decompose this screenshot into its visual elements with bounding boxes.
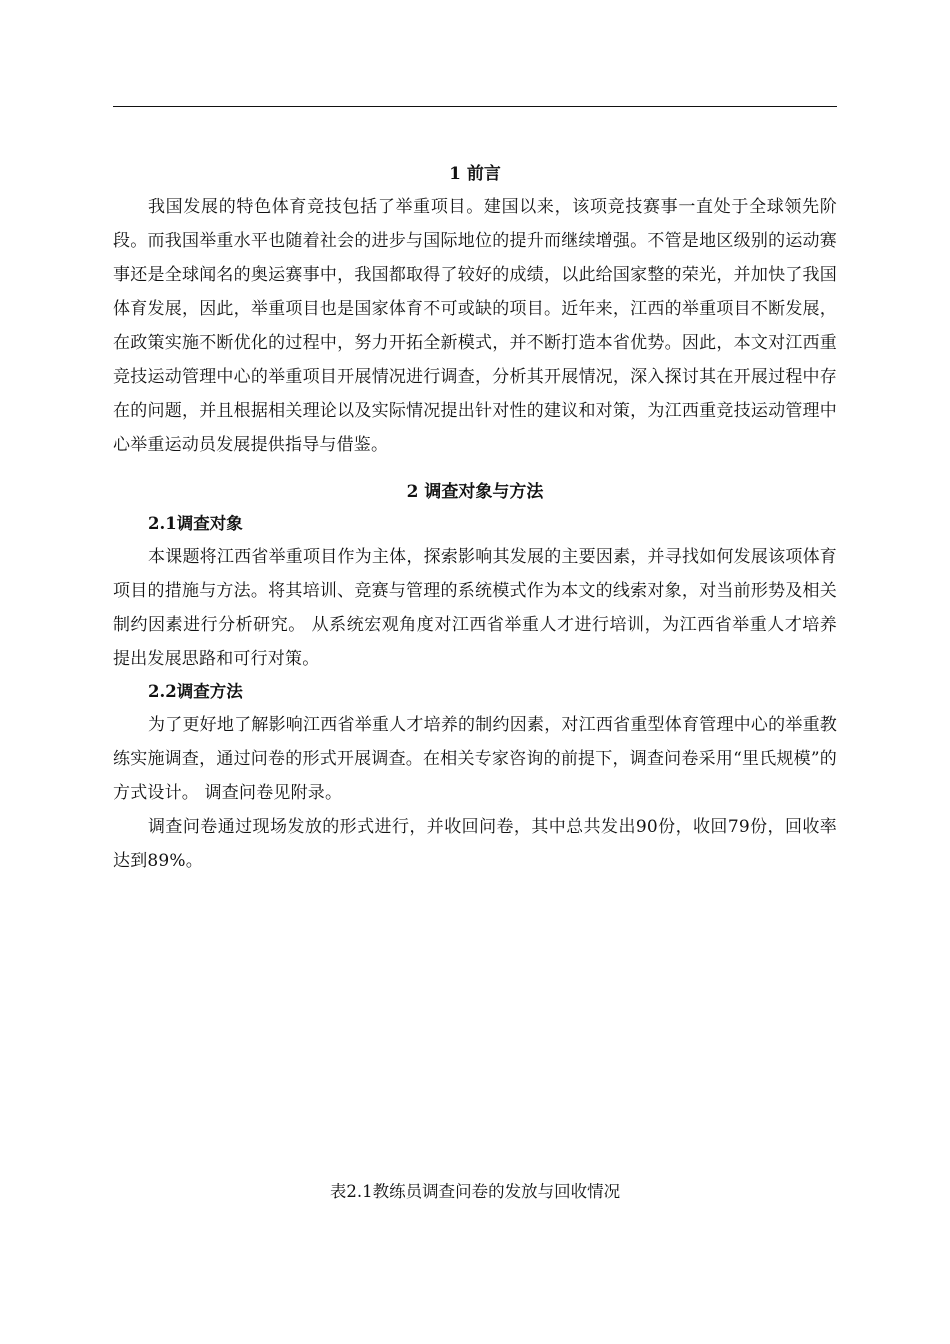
table-caption: 表2.1教练员调查问卷的发放与回收情况 — [329, 1182, 621, 1201]
method-paragraph-2: 调查问卷通过现场发放的形式进行，并收回问卷，其中总共发出90份，收回79份，回收率达到89%。 — [113, 817, 837, 871]
header-rule — [113, 106, 837, 107]
page-content — [113, 158, 837, 878]
section-gap — [113, 462, 837, 476]
subsection-title-method: 2.2调查方法 — [148, 682, 243, 701]
subject-paragraph: 本课题将江西省举重项目作为主体，探索影响其发展的主要因素，并寻找如何发展该项体育项目的措施与方法。将其培训、竞赛与管理的系统模式作为本文的线索对象，对当前形势及相关制约因素进行分析研究。 从系统宏观角度对江西省举重人才进行培训，为江西省举重人才培养提出发展思路和可行对策。 — [113, 547, 837, 669]
intro-paragraph: 我国发展的特色体育竞技包括了举重项目。建国以来，该项竞技赛事一直处于全球领先阶段。而我国举重水平也随着社会的进步与国际地位的提升而继续增强。不管是地区级别的运动赛事还是全球闻名的奥运赛事中，我国都取得了较好的成绩，以此给国家整的荣光，并加快了我国体育发展，因此，举重项目也是国家体育不可或缺的项目。近年来，江西的举重项目不断发展，在政策实施不断优化的过程中，努力开拓全新模式，并不断打造本省优势。因此，本文对江西重竞技运动管理中心的举重项目开展情况进行调查，分析其开展情况，深入探讨其在开展过程中存在的问题，并且根据相关理论以及实际情况提出针对性的建议和对策，为江西重竞技运动管理中心举重运动员发展提供指导与借鉴。 — [113, 197, 837, 455]
method-paragraph-1: 为了更好地了解影响江西省举重人才培养的制约因素，对江西省重型体育管理中心的举重教练实施调查，通过问卷的形式开展调查。在相关专家咨询的前提下，调查问卷采用“里氏规模”的方式设计。 调查问卷见附录。 — [113, 715, 837, 803]
section-title-intro: 1 前言 — [449, 164, 501, 184]
subsection-title-subject: 2.1调查对象 — [148, 514, 243, 533]
section-title-methods: 2 调查对象与方法 — [406, 482, 544, 502]
